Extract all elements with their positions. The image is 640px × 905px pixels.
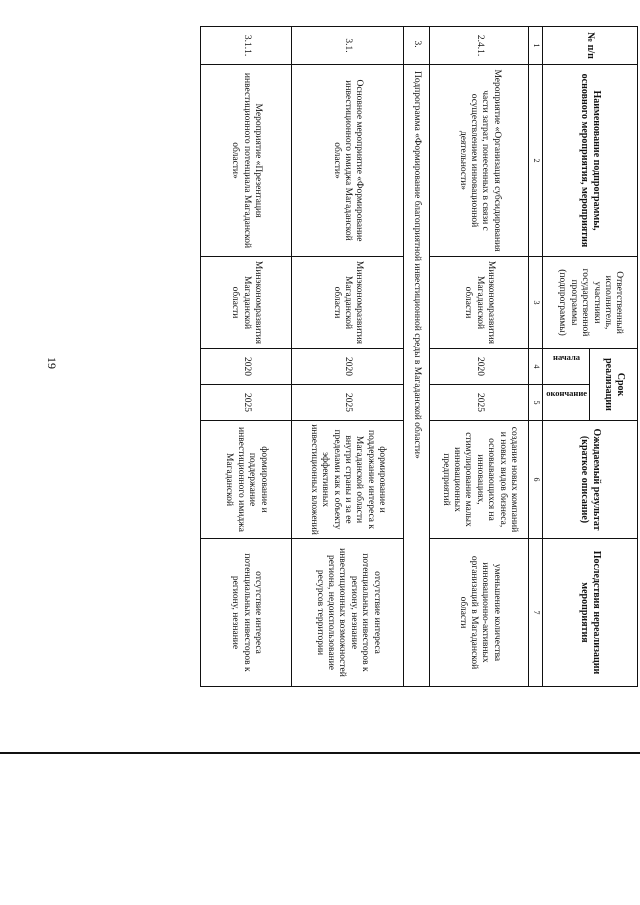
cell-name: Основное мероприятие «Формирование инвестиционного имиджа Магаданской области» — [291, 65, 403, 257]
header-start — [543, 349, 590, 385]
cell-start: 2020 — [429, 349, 528, 385]
cell-executor: Минэкономразвития Магаданской области — [201, 257, 292, 349]
cell-num: 3.1.1. — [201, 27, 292, 65]
section-title: Подпрограмма «Формирование благоприятной инвестиционной среды в Магаданской области» — [403, 65, 429, 687]
section-row — [403, 27, 429, 687]
column-number: 5 — [529, 385, 543, 421]
cell-result: формирование и поддержание интереса к Магаданской области внутри страны и за ее пределами как к объекту эффективных инвестиционных вложений — [291, 421, 403, 539]
cell-name: Мероприятие «Организация субсидирования части затрат, понесенных в связи с осуществлением инновационной деятельности» — [429, 65, 528, 257]
cell-num: 2.4.1. — [429, 27, 528, 65]
column-number: 3 — [529, 257, 543, 349]
table-row — [201, 27, 292, 687]
measures-table — [200, 26, 638, 687]
rotated-table-wrapper — [200, 26, 638, 686]
table-row — [291, 27, 403, 687]
cell-consequences: отсутствие интереса потенциальных инвесторов к региону, незнание — [201, 539, 292, 687]
bottom-divider — [0, 752, 640, 754]
column-number-row — [529, 27, 543, 687]
cell-num: 3.1. — [291, 27, 403, 65]
cell-end: 2025 — [201, 385, 292, 421]
header-name: Наименование подпрограммы, основного мероприятия, мероприятия — [543, 65, 638, 257]
cell-name: Мероприятие «Презентация инвестиционного потенциала Магаданской области» — [201, 65, 292, 257]
cell-start: 2020 — [291, 349, 403, 385]
header-consequences: Последствия нереализации мероприятия — [543, 539, 638, 687]
header-period: Срок реализации — [590, 349, 638, 421]
cell-result: формирование и поддержание инвестиционного имиджа Магаданской — [201, 421, 292, 539]
cell-end: 2025 — [429, 385, 528, 421]
section-num: 3. — [403, 27, 429, 65]
cell-end: 2025 — [291, 385, 403, 421]
header-start-text: начала — [552, 352, 580, 362]
table-row — [429, 27, 528, 687]
column-number: 7 — [529, 539, 543, 687]
header-result: Ожидаемый результат (краткое описание) — [543, 421, 638, 539]
header-end — [543, 385, 590, 421]
page-number: 19 — [45, 357, 59, 369]
header-executor: Ответственный исполнитель, участники государственной программы (подпрограммы) — [543, 257, 638, 349]
column-number: 2 — [529, 65, 543, 257]
column-number: 4 — [529, 349, 543, 385]
header-row — [590, 27, 638, 687]
column-number: 6 — [529, 421, 543, 539]
cell-start: 2020 — [201, 349, 292, 385]
cell-executor: Минэкономразвития Магаданской области — [291, 257, 403, 349]
cell-consequences: отсутствие интереса потенциальных инвесторов к региону, незнание инвестиционных возможностей региона, недоиспользование ресурсов территории — [291, 539, 403, 687]
column-number: 1 — [529, 27, 543, 65]
cell-executor: Минэкономразвития Магаданской области — [429, 257, 528, 349]
cell-consequences: уменьшение количества инновационно-активных организаций в Магаданской области — [429, 539, 528, 687]
header-num: № п/п — [543, 27, 638, 65]
cell-result: создание новых компаний и новых видов бизнеса, основывающихся на инновациях, стимулирование малых инновационных предприятий — [429, 421, 528, 539]
header-end-text: окончание — [545, 388, 587, 398]
